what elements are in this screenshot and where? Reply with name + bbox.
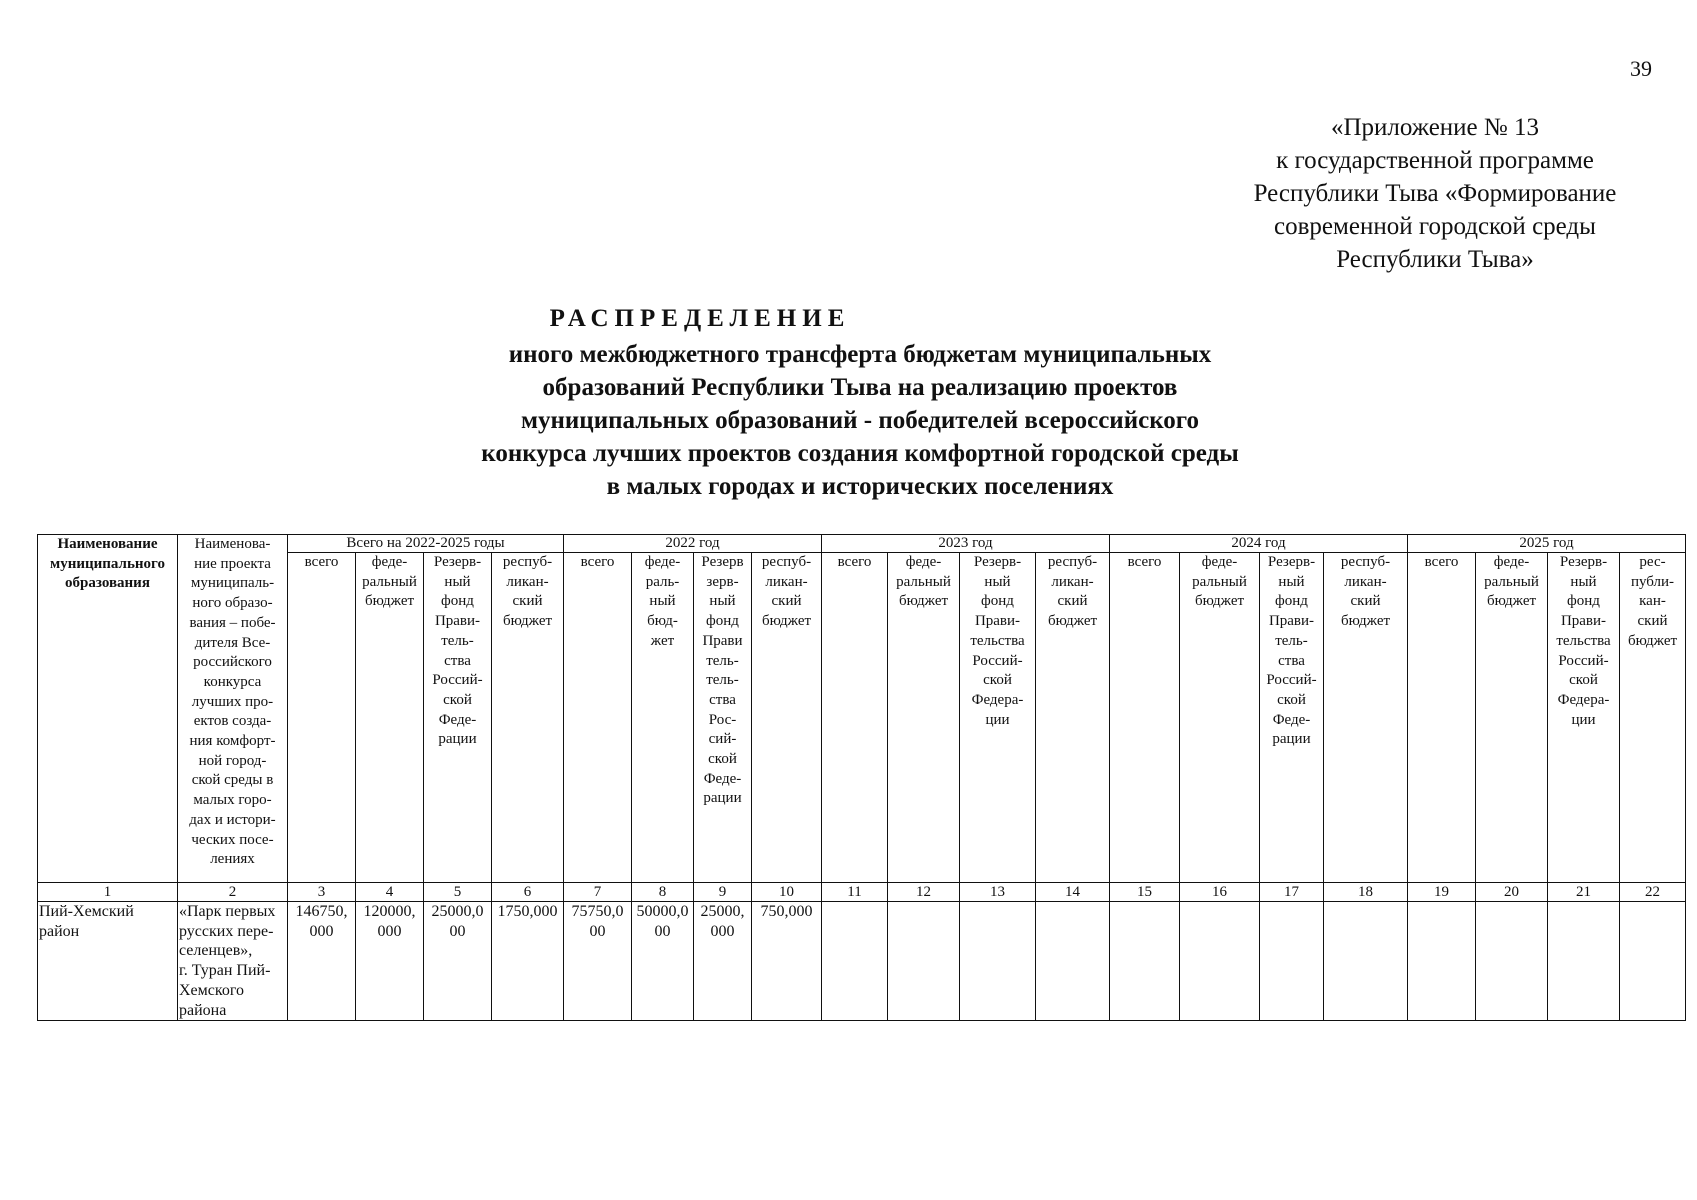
- column-number: 11: [822, 883, 888, 902]
- value-cell: [822, 902, 888, 1021]
- annex-line: к государственной программе: [1276, 147, 1594, 174]
- value-cell: [1620, 902, 1686, 1021]
- annex-line: Республики Тыва»: [1336, 246, 1534, 273]
- column-number: 16: [1180, 883, 1260, 902]
- column-number: 6: [492, 883, 564, 902]
- header-group-2022: 2022 год: [564, 535, 822, 553]
- page-number: 39: [1630, 56, 1652, 81]
- subtitle-line: образований Республики Тыва на реализацию проектов: [542, 374, 1178, 401]
- value-cell: 1750,000: [492, 902, 564, 1021]
- value-cell: 25000,0 00: [424, 902, 492, 1021]
- subheader-cell: всего: [288, 553, 356, 883]
- distribution-table: [37, 534, 1686, 1021]
- value-cell: [1324, 902, 1408, 1021]
- value-cell: [888, 902, 960, 1021]
- column-number: 15: [1110, 883, 1180, 902]
- column-number: 2: [178, 883, 288, 902]
- column-number: 5: [424, 883, 492, 902]
- annex-line: современной городской среды: [1274, 213, 1596, 240]
- value-cell: [1110, 902, 1180, 1021]
- subheader-cell: всего: [822, 553, 888, 883]
- value-cell: [960, 902, 1036, 1021]
- header-municipality: Наименование муниципального образования: [38, 535, 178, 883]
- subtitle-line: в малых городах и исторических поселениях: [606, 473, 1114, 500]
- column-number: 4: [356, 883, 424, 902]
- document-subtitle: [380, 338, 1340, 503]
- annex-line: Республики Тыва «Формирование: [1253, 180, 1617, 207]
- subheader-cell: респуб- ликан- ский бюджет: [1324, 553, 1408, 883]
- column-number: 22: [1620, 883, 1686, 902]
- subheader-cell: феде- раль- ный бюд- жет: [632, 553, 694, 883]
- subtitle-line: иного межбюджетного трансферта бюджетам муниципальных: [508, 341, 1212, 368]
- header-group-2024: 2024 год: [1110, 535, 1408, 553]
- column-number: 1: [38, 883, 178, 902]
- subheader-cell: феде- ральный бюджет: [1180, 553, 1260, 883]
- subheader-cell: респуб- ликан- ский бюджет: [752, 553, 822, 883]
- subheader-cell: Резерв- ный фонд Прави- тельства Россий- ской Федера- ции: [1548, 553, 1620, 883]
- value-cell: [1260, 902, 1324, 1021]
- value-cell: [1476, 902, 1548, 1021]
- subheader-cell: Резерв- ный фонд Прави- тель- ства Россий- ской Феде- рации: [1260, 553, 1324, 883]
- column-number: 14: [1036, 883, 1110, 902]
- project-cell: «Парк первых русских пере- селенцев», г. Туран Пий- Хемского района: [178, 902, 288, 1021]
- subheader-cell: рес- публи- кан- ский бюджет: [1620, 553, 1686, 883]
- column-number: 3: [288, 883, 356, 902]
- subheader-cell: Резерв- ный фонд Прави- тель- ства Россий- ской Феде- рации: [424, 553, 492, 883]
- header-group-2025: 2025 год: [1408, 535, 1686, 553]
- document-heading: РАСПРЕДЕЛЕНИЕ: [549, 305, 851, 332]
- municipality-cell: Пий-Хемский район: [38, 902, 178, 1021]
- subheader-cell: всего: [564, 553, 632, 883]
- column-number: 13: [960, 883, 1036, 902]
- table-header-row: [38, 535, 1686, 553]
- subheader-cell: феде- ральный бюджет: [1476, 553, 1548, 883]
- value-cell: 120000, 000: [356, 902, 424, 1021]
- value-cell: 25000, 000: [694, 902, 752, 1021]
- column-number: 19: [1408, 883, 1476, 902]
- subheader-cell: Резерв зерв- ный фонд Прави тель- тель- ства Рос- сий- ской Феде- рации: [694, 553, 752, 883]
- annex-line: «Приложение № 13: [1330, 114, 1540, 141]
- subheader-cell: всего: [1408, 553, 1476, 883]
- subheader-cell: всего: [1110, 553, 1180, 883]
- value-cell: [1036, 902, 1110, 1021]
- table-row: [38, 902, 1686, 1021]
- subheader-cell: респуб- ликан- ский бюджет: [492, 553, 564, 883]
- value-cell: 75750,0 00: [564, 902, 632, 1021]
- annex-block: [1215, 111, 1655, 276]
- column-number: 18: [1324, 883, 1408, 902]
- column-number: 21: [1548, 883, 1620, 902]
- column-number: 10: [752, 883, 822, 902]
- column-number: 17: [1260, 883, 1324, 902]
- value-cell: 146750, 000: [288, 902, 356, 1021]
- value-cell: [1180, 902, 1260, 1021]
- subheader-cell: Резерв- ный фонд Прави- тельства Россий- ской Федера- ции: [960, 553, 1036, 883]
- subheader-cell: феде- ральный бюджет: [356, 553, 424, 883]
- column-number: 9: [694, 883, 752, 902]
- column-number-row: [38, 883, 1686, 902]
- subheader-cell: феде- ральный бюджет: [888, 553, 960, 883]
- column-number: 20: [1476, 883, 1548, 902]
- subtitle-line: муниципальных образований - победителей всероссийского: [520, 407, 1200, 434]
- header-project: Наименова- ние проекта муниципаль- ного образо- вания – побе- дителя Все- российского конкурса лучших про- ектов созда- ния комфорт- ной город- ской среды в малых горо- дах и истори- ческих посе- лениях: [178, 535, 288, 883]
- column-number: 12: [888, 883, 960, 902]
- value-cell: 750,000: [752, 902, 822, 1021]
- subheader-cell: респуб- ликан- ский бюджет: [1036, 553, 1110, 883]
- value-cell: [1408, 902, 1476, 1021]
- column-number: 8: [632, 883, 694, 902]
- subtitle-line: конкурса лучших проектов создания комфортной городской среды: [481, 440, 1239, 467]
- column-number: 7: [564, 883, 632, 902]
- header-group-2023: 2023 год: [822, 535, 1110, 553]
- value-cell: 50000,0 00: [632, 902, 694, 1021]
- value-cell: [1548, 902, 1620, 1021]
- header-group-total: Всего на 2022-2025 годы: [288, 535, 564, 553]
